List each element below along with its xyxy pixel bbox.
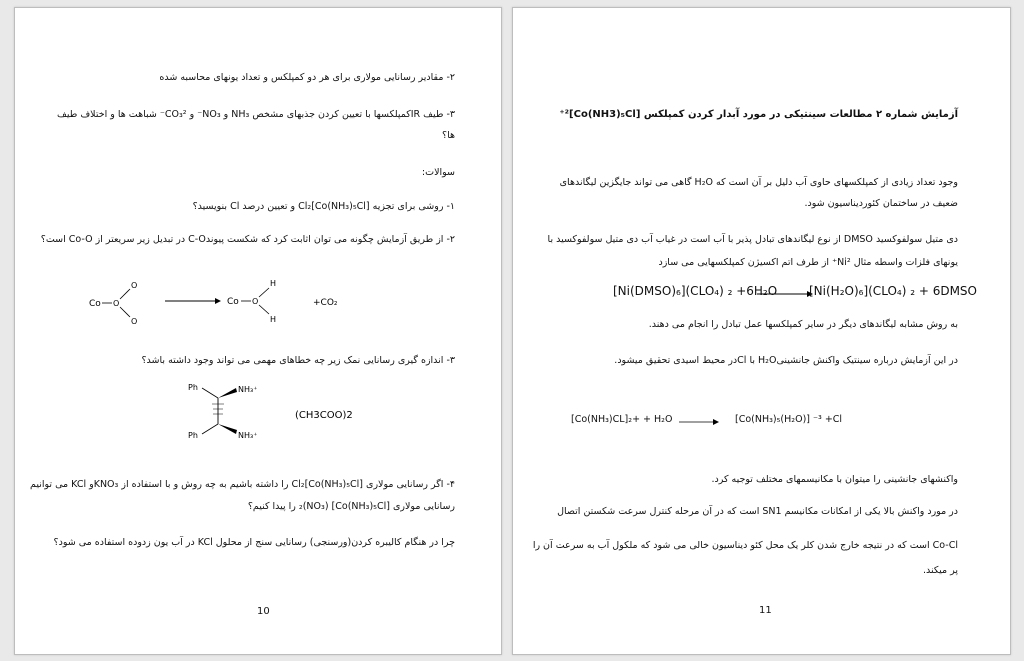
reaction-co-right: Co — [227, 297, 239, 307]
para-4: در این آزمایش درباره سینتیک واکنش جانشینیH₂O با Clدر محیط اسیدی تحقیق میشود. — [614, 355, 958, 366]
para-5: واکنشهای جانشینی را میتوان با مکانیسمهای مختلف توجیه کرد. — [711, 474, 958, 485]
reaction-o-center: O — [113, 299, 120, 308]
ammonium-bottom: NH₃⁺ — [238, 431, 258, 440]
experiment-title: آزمایش شماره ۲ مطالعات سینتیکی در مورد آبدار کردن کمپلکس [Co(NH3)₅Cl]²⁺ — [559, 109, 958, 120]
reaction-o-top: O — [131, 281, 138, 290]
question-3: ۳- اندازه گیری رسانایی نمک زیر چه خطاهای مهمی می تواند وجود داشته باشد؟ — [141, 355, 455, 366]
para-7a: Co-Cl است که در نتیجه خارج شدن کلر یک محل کئو دیناسیون خالی می شود که ملکول آب به سرعت آن را — [532, 540, 958, 551]
page-11 — [512, 7, 1011, 655]
reaction-h-bottom: H — [270, 315, 277, 324]
equation-1-left: [Ni(DMSO)₆](CLO₄) ₂ +6H₂O — [613, 284, 778, 298]
reaction-h-top: H — [270, 279, 277, 288]
question-5: چرا در هنگام کالیبره کردن(ورسنجی) رسانایی سنج از محلول KCl در آب یون زدوده استفاده می شود؟ — [53, 537, 455, 548]
para-6: در مورد واکنش بالا یکی از امکانات مکانیسم SN1 است که در آن مرحله کنترل سرعت شکستن اتصال — [557, 506, 958, 517]
question-1: ۱- روشی برای تجزیه [Co(NH₃)₅Cl]Cl₂ و تعیین درصد Cl بنویسید؟ — [192, 201, 455, 212]
para-3: به روش مشابه لیگاندهای دیگر در سایر کمپلکسها عمل تبادل را انجام می دهند. — [648, 319, 958, 330]
para-7b: پر میکند. — [923, 565, 958, 576]
question-2: ۲- از طریق آزمایش چگونه می توان اثابت کرد که شکست پیوندC-O در تبدیل زیر سریعتر از Co-O است؟ — [40, 234, 455, 245]
page-number-10: 10 — [257, 606, 270, 617]
left-line-2a: ۳- طیف IRکمپلکسها با تعیین کردن جذبهای مشخص NH₃ و NO₃⁻ و CO₃²⁻ شباهت ها و اختلاف طیف — [57, 109, 455, 120]
reaction-o-bottom: O — [131, 317, 138, 326]
equation-2-left: [Co(NH₃)CL]₂+ + H₂O — [571, 414, 673, 425]
equation-1-arrow — [757, 290, 813, 298]
reaction-co2: +CO₂ — [313, 298, 338, 308]
question-4b: رسانایی مولاری [Co(NH₃)₅Cl] (NO₃)₂ را پیدا کنیم؟ — [247, 501, 455, 512]
reaction-o-right: O — [252, 297, 259, 306]
acetate-counterion: (CH3COO)2 — [295, 410, 353, 421]
para-2b: یونهای فلزات واسطه مثال Ni²⁺ از طرف اتم اکسیژن کمپلکسهایی می سازد — [658, 257, 958, 268]
reaction-diagram — [75, 270, 365, 336]
para-1b: ضعیف در ساختمان کئوردیناسیون شود. — [804, 198, 958, 209]
salt-structure — [180, 374, 390, 442]
page-number-11: 11 — [759, 605, 772, 616]
page-10 — [14, 7, 502, 655]
phenyl-bottom: Ph — [188, 431, 198, 440]
para-2a: دی متیل سولفوکسید DMSO از نوع لیگاندهای تبادل پذیر با آب است در غیاب آب دی متیل سولفوکسید با — [547, 234, 958, 245]
equation-2-arrow — [679, 418, 719, 426]
ammonium-top: NH₃⁺ — [238, 385, 258, 394]
left-line-1: ۲- مقادیر رسانایی مولاری برای هر دو کمپلکس و تعداد یونهای محاسبه شده — [159, 72, 455, 83]
para-1a: وجود تعداد زیادی از کمپلکسهای حاوی آب دلیل بر آن است که H₂O گاهی می تواند جایگزین لیگاندهای — [559, 177, 958, 188]
equation-1-right: [Ni(H₂O)₆](CLO₄) ₂ + 6DMSO — [809, 284, 977, 298]
reaction-co-left: Co — [89, 299, 101, 309]
left-line-2b: ها؟ — [442, 130, 455, 141]
equation-2-right: [Co(NH₃)₅(H₂O)] ⁻³ +Cl — [735, 414, 843, 425]
question-4a: ۴- اگر رسانایی مولاری [Co(NH₃)₅Cl]Cl₂ را داشته باشیم به چه روش و با استفاده از KNO₃و KCl می توانیم — [30, 479, 455, 490]
phenyl-top: Ph — [188, 383, 198, 392]
questions-heading: سوالات: — [421, 167, 455, 178]
